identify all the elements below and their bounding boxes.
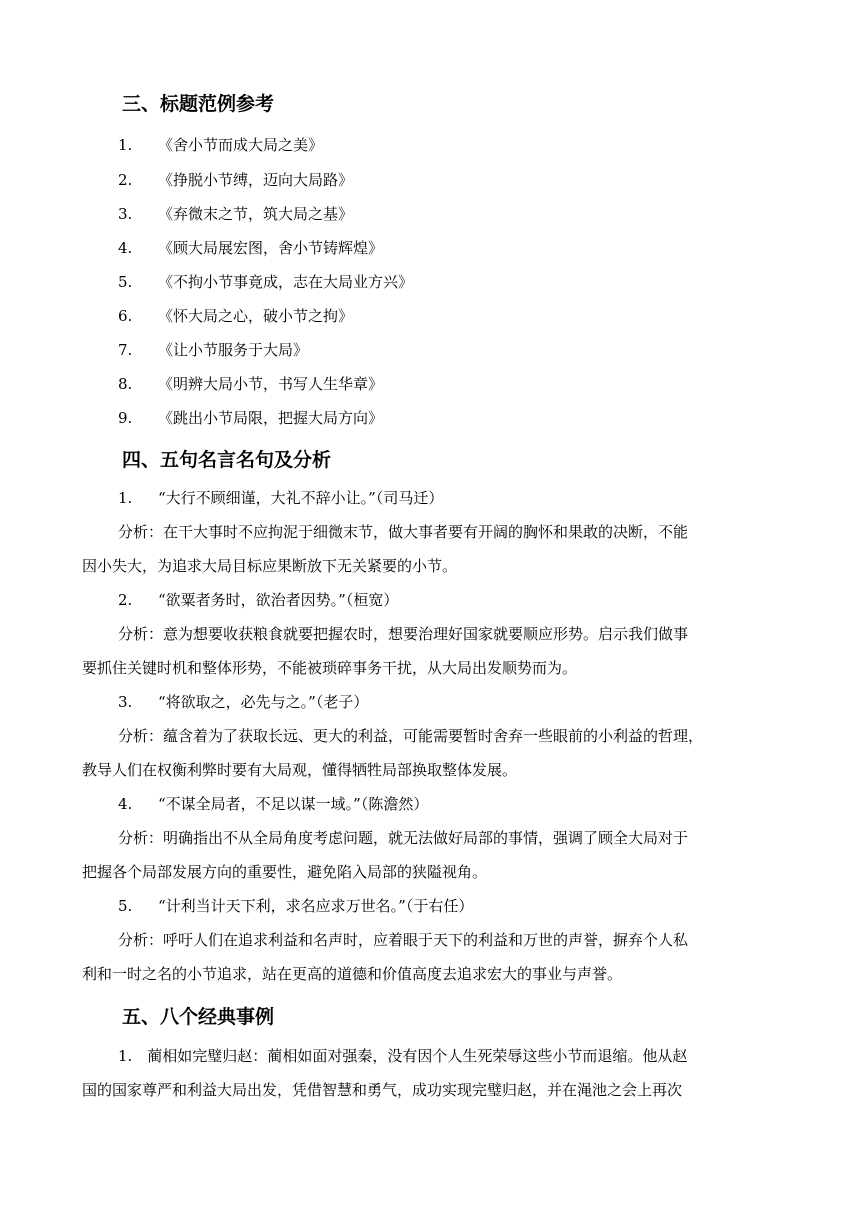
section-heading-examples: 五、八个经典事例 bbox=[122, 1006, 275, 1028]
analysis-line: 分析：明确指出不从全局角度考虑问题，就无法做好局部的事情，强调了顾全大局对于 bbox=[118, 829, 689, 847]
title-item: 1. 《舍小节而成大局之美》 bbox=[118, 136, 324, 154]
quote-line: 3. “将欲取之，必先与之。”（老子） bbox=[118, 693, 369, 711]
title-item: 5. 《不拘小节事竟成，志在大局业方兴》 bbox=[118, 273, 414, 291]
analysis-line: 要抓住关键时机和整体形势，不能被琐碎事务干扰，从大局出发顺势而为。 bbox=[82, 659, 578, 677]
title-item: 3. 《弃微末之节，筑大局之基》 bbox=[118, 205, 354, 223]
analysis-line: 教导人们在权衡利弊时要有大局观，懂得牺牲局部换取整体发展。 bbox=[82, 761, 518, 779]
analysis-line: 分析：呼吁人们在追求利益和名声时，应着眼于天下的利益和万世的声誉，摒弃个人私 bbox=[118, 931, 689, 949]
title-item: 4. 《顾大局展宏图，舍小节铸辉煌》 bbox=[118, 239, 384, 257]
analysis-line: 利和一时之名的小节追求，站在更高的道德和价值高度去追求宏大的事业与声誉。 bbox=[82, 965, 623, 983]
analysis-line: 把握各个局部发展方向的重要性，避免陷入局部的狭隘视角。 bbox=[82, 863, 488, 881]
title-item: 6. 《怀大局之心，破小节之拘》 bbox=[118, 307, 354, 325]
title-item: 2. 《挣脱小节缚，迈向大局路》 bbox=[118, 171, 354, 189]
example-line: 国的国家尊严和利益大局出发，凭借智慧和勇气，成功实现完璧归赵，并在渑池之会上再次 bbox=[82, 1081, 683, 1099]
analysis-line: 因小失大，为追求大局目标应果断放下无关紧要的小节。 bbox=[82, 557, 458, 575]
title-item: 9. 《跳出小节局限，把握大局方向》 bbox=[118, 409, 384, 427]
title-item: 8. 《明辨大局小节，书写人生华章》 bbox=[118, 375, 384, 393]
section-heading-titles: 三、标题范例参考 bbox=[122, 93, 275, 115]
quote-line: 4. “不谋全局者，不足以谋一域。”（陈澹然） bbox=[118, 795, 429, 813]
analysis-line: 分析：蕴含着为了获取长远、更大的利益，可能需要暂时舍弃一些眼前的小利益的哲理， bbox=[118, 727, 704, 745]
quote-line: 2. “欲粟者务时，欲治者因势。”（桓宽） bbox=[118, 591, 399, 609]
example-line: 1. 蔺相如完璧归赵：蔺相如面对强秦，没有因个人生死荣辱这些小节而退缩。他从赵 bbox=[118, 1047, 688, 1065]
section-heading-quotes: 四、五句名言名句及分析 bbox=[122, 449, 332, 471]
quote-line: 1. “大行不顾细谨，大礼不辞小让。”（司马迁） bbox=[118, 489, 444, 507]
analysis-line: 分析：意为想要收获粮食就要把握农时，想要治理好国家就要顺应形势。启示我们做事 bbox=[118, 625, 689, 643]
quote-line: 5. “计利当计天下利，求名应求万世名。”（于右任） bbox=[118, 897, 474, 915]
analysis-line: 分析：在干大事时不应拘泥于细微末节，做大事者要有开阔的胸怀和果敢的决断，不能 bbox=[118, 523, 689, 541]
title-item: 7. 《让小节服务于大局》 bbox=[118, 341, 309, 359]
